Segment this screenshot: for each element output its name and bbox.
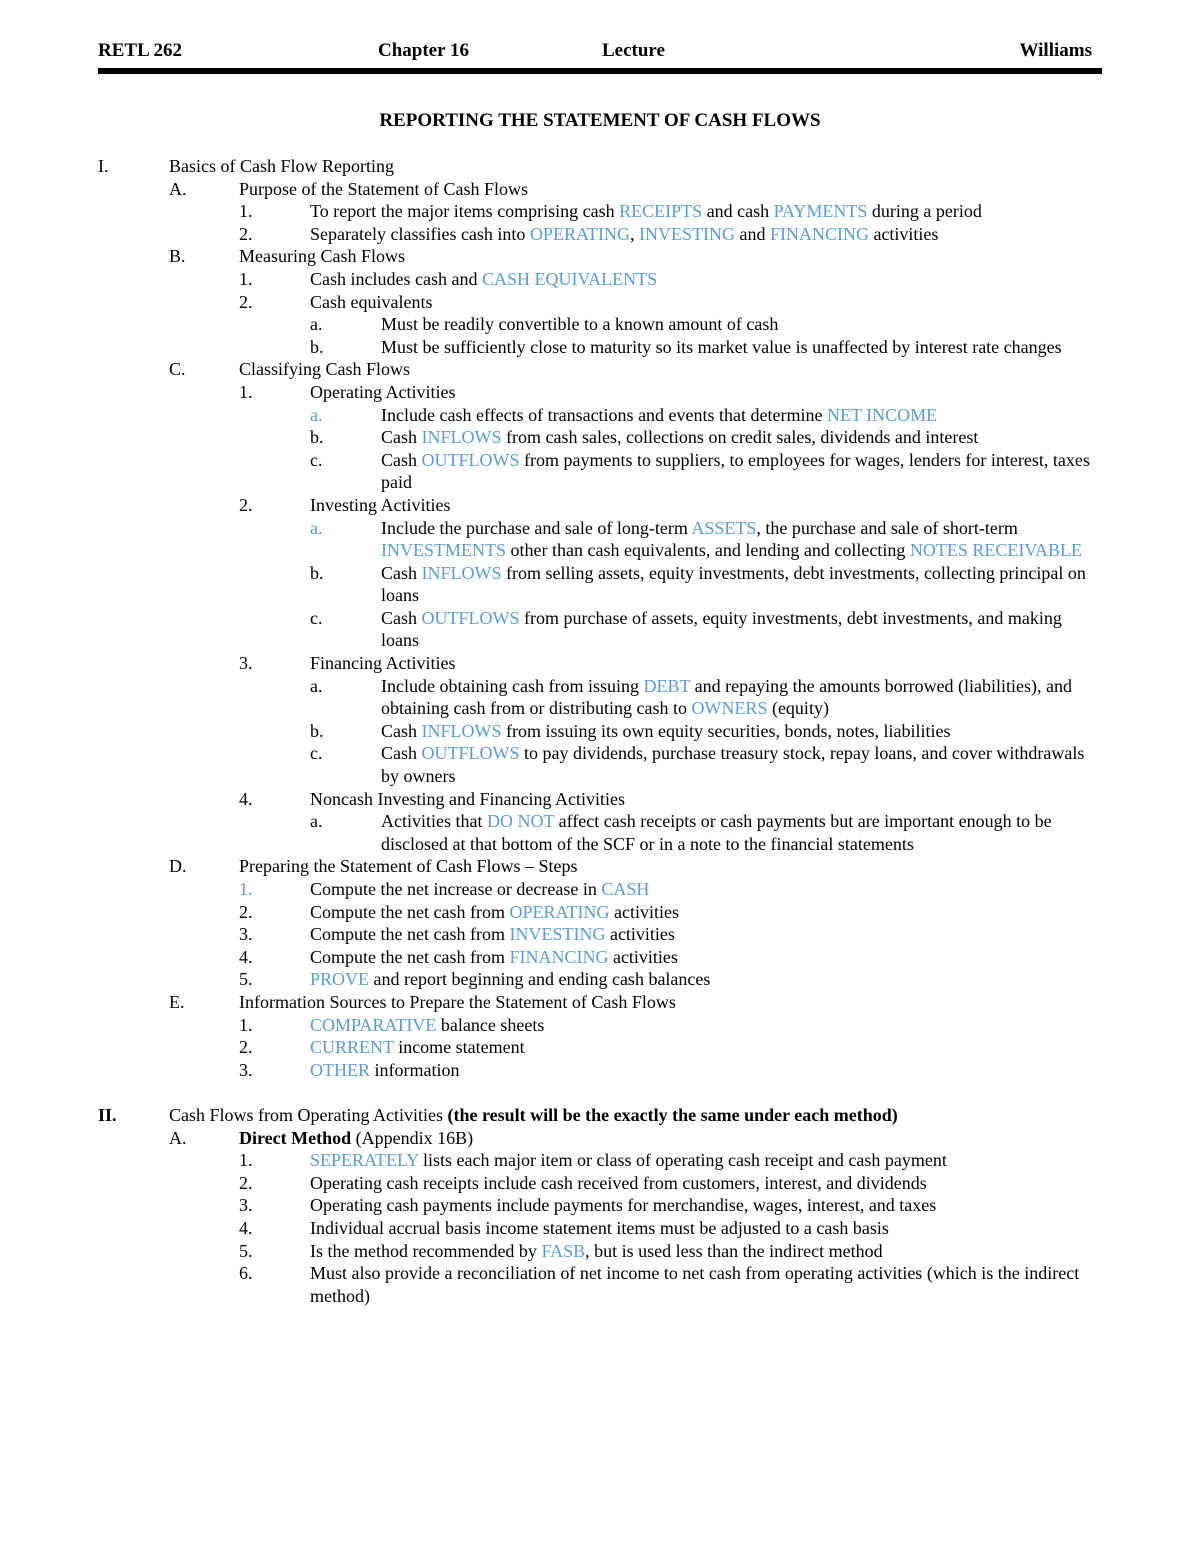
text-run: from issuing its own equity securities, bonds, notes, liabilities [501, 720, 951, 741]
outline-item [0, 1172, 1200, 1195]
text-run: Compute the net cash from [310, 924, 510, 945]
outline-item [0, 923, 1200, 946]
text-run: Cash equivalents [310, 291, 433, 312]
text-run: activities [609, 901, 679, 922]
document-title: REPORTING THE STATEMENT OF CASH FLOWS [379, 110, 821, 131]
outline-text [310, 1262, 1102, 1307]
outline-item [0, 404, 1200, 427]
highlighted-term: CURRENT [310, 1037, 394, 1058]
outline-item [0, 788, 1200, 811]
outline-text [239, 1127, 1101, 1150]
outline-item [0, 991, 1200, 1014]
outline-text [310, 1194, 1102, 1217]
outline-item [0, 1127, 1200, 1150]
highlighted-term: INFLOWS [421, 562, 502, 583]
highlighted-term: OPERATING [509, 901, 610, 922]
outline-item [0, 426, 1200, 449]
text-run: Basics of Cash Flow Reporting [169, 156, 394, 176]
outline-marker: 3. [239, 653, 253, 674]
outline-marker: 1. [239, 1150, 253, 1171]
highlighted-term: CASH [601, 879, 650, 899]
outline-item [0, 946, 1200, 969]
text-run: affect cash receipts or cash payments but are important enough to be disclosed at that bottom of the SCF or in a note to the financial statements [381, 811, 1052, 854]
text-run: , [629, 223, 639, 244]
text-run: from payments to suppliers, to employees for wages, lenders for interest, taxes paid [381, 449, 1090, 493]
outline-item [0, 178, 1200, 201]
outline-marker: 4. [239, 1217, 253, 1238]
outline-marker: a. [310, 314, 323, 335]
highlighted-term: OUTFLOWS [421, 449, 520, 470]
outline-text [310, 381, 1102, 404]
text-run: (Appendix 16B) [351, 1127, 474, 1148]
text-run: Information Sources to Prepare the Statement of Cash Flows [239, 991, 676, 1012]
outline-marker: 3. [239, 1059, 253, 1080]
outline-marker: a. [310, 404, 323, 425]
outline-item [0, 1240, 1200, 1263]
outline-item [0, 358, 1200, 381]
text-run: (equity) [767, 698, 829, 719]
header-rule [98, 68, 1102, 74]
outline-text [381, 336, 1102, 359]
text-run: Must be sufficiently close to maturity so its market value is unaffected by interest rate changes [381, 336, 1062, 357]
highlighted-term: OTHER [310, 1059, 370, 1080]
text-run: Include obtaining cash from issuing [381, 675, 644, 696]
outline-item [0, 1217, 1200, 1240]
text-run: , the purchase and sale of short-term [756, 517, 1018, 538]
outline-item [0, 1036, 1200, 1059]
outline-text [310, 200, 1102, 223]
outline-item [0, 562, 1200, 607]
text-run: from selling assets, equity investments, debt investments, collecting principal on loans [381, 562, 1086, 606]
text-run: Operating Activities [310, 381, 456, 402]
outline-text [310, 1036, 1102, 1059]
outline-marker: I. [98, 156, 109, 176]
text-run: and cash [702, 201, 774, 222]
outline-text [239, 358, 1101, 381]
outline-marker: 2. [239, 291, 253, 312]
outline-text [310, 878, 1102, 901]
outline-marker: c. [310, 607, 323, 628]
outline-text [310, 1059, 1102, 1082]
text-run: Noncash Investing and Financing Activities [310, 788, 625, 809]
text-run: activities [605, 924, 675, 945]
outline-text [310, 652, 1102, 675]
outline-item [0, 810, 1200, 855]
outline-item [0, 381, 1200, 404]
outline-text [381, 426, 1102, 449]
text-run: information [370, 1059, 460, 1080]
outline-text [310, 788, 1102, 811]
text-run: Include the purchase and sale of long-term [381, 517, 692, 538]
outline-marker: 2. [239, 1037, 253, 1058]
highlighted-term: INVESTING [509, 924, 606, 945]
text-run: Cash [381, 562, 422, 583]
outline-text [381, 517, 1102, 562]
text-run: Cash [381, 720, 422, 741]
text-run: To report the major items comprising cash [310, 201, 620, 222]
text-run: during a period [867, 201, 982, 222]
header-course: RETL 262 [98, 40, 182, 61]
text-run: (the result will be the exactly the same under each method) [447, 1104, 898, 1125]
outline-text [239, 991, 1101, 1014]
highlighted-term: DEBT [643, 675, 691, 696]
outline-marker: 1. [239, 201, 253, 222]
text-run: Cash [381, 743, 422, 764]
outline-item [0, 1104, 1200, 1127]
outline-item [0, 200, 1200, 223]
text-run: Purpose of the Statement of Cash Flows [239, 178, 528, 199]
outline-item [0, 494, 1200, 517]
outline-item [0, 1194, 1200, 1217]
outline-marker: B. [169, 246, 186, 267]
outline-item [0, 155, 1200, 178]
highlighted-term: NOTES RECEIVABLE [909, 540, 1083, 561]
text-run: , but is used less than the indirect method [585, 1240, 883, 1261]
outline-text [310, 968, 1102, 991]
highlighted-term: INVESTING [638, 223, 735, 244]
outline-marker: 3. [239, 1195, 253, 1216]
text-run: and report beginning and ending cash balances [369, 969, 711, 990]
outline-text [381, 810, 1102, 855]
text-run: Financing Activities [310, 653, 456, 674]
text-run: to pay dividends, purchase treasury stock, repay loans, and cover withdrawals by owners [381, 743, 1085, 787]
text-run: Classifying Cash Flows [239, 359, 411, 380]
text-run: Individual accrual basis income statement items must be adjusted to a cash basis [310, 1217, 889, 1238]
text-run: Activities that [381, 811, 487, 832]
outline-item [0, 607, 1200, 652]
outline-item [0, 855, 1200, 878]
text-run: Cash [381, 607, 422, 628]
highlighted-term: DO NOT [486, 811, 555, 832]
text-run: Cash [381, 449, 422, 470]
highlighted-term: PAYMENTS [773, 201, 868, 222]
text-run: Must also provide a reconciliation of net income to net cash from operating activities (which is the indirect method) [310, 1263, 1080, 1306]
outline-item [0, 1262, 1200, 1307]
outline-text [310, 1240, 1102, 1263]
outline-marker: c. [310, 743, 323, 764]
highlighted-term: RECEIPTS [619, 201, 703, 222]
text-run: from purchase of assets, equity investments, debt investments, and making loans [381, 607, 1062, 651]
text-run: Include cash effects of transactions and events that determine [381, 404, 827, 425]
outline-text [310, 1172, 1102, 1195]
outline-text [310, 494, 1102, 517]
highlighted-term: FINANCING [769, 223, 869, 244]
outline-marker: A. [169, 178, 187, 199]
header-author: Williams [1019, 40, 1092, 61]
outline-text [381, 742, 1102, 787]
outline-marker: 1. [239, 381, 253, 402]
outline-marker: a. [310, 675, 323, 696]
text-run: Is the method recommended by [310, 1240, 542, 1261]
outline-marker: II. [98, 1104, 117, 1125]
text-run: Operating cash payments include payments for merchandise, wages, interest, and taxes [310, 1195, 937, 1216]
outline-text [381, 313, 1102, 336]
outline-item [0, 291, 1200, 314]
text-run: and repaying the amounts borrowed (liabilities), and obtaining cash from or distributing cash to [381, 675, 1073, 719]
outline-marker: E. [169, 991, 185, 1012]
text-run: lists each major item or class of operating cash receipt and cash payment [418, 1150, 947, 1171]
highlighted-term: FINANCING [509, 946, 609, 967]
outline-item [0, 878, 1200, 901]
text-run: and [734, 223, 770, 244]
outline-item [0, 268, 1200, 291]
outline-item [0, 968, 1200, 991]
highlighted-term: NET INCOME [827, 404, 938, 425]
text-run: Measuring Cash Flows [239, 246, 405, 267]
outline-item [0, 652, 1200, 675]
text-run: Preparing the Statement of Cash Flows – Steps [239, 856, 578, 877]
outline-marker: 4. [239, 788, 253, 809]
text-run: Separately classifies cash into [310, 223, 530, 244]
outline-marker: C. [169, 359, 186, 380]
text-run: activities [608, 946, 678, 967]
lecture-outline [0, 155, 1200, 1307]
outline-marker: 2. [239, 494, 253, 515]
outline-item [0, 1014, 1200, 1037]
header-type: Lecture [602, 40, 665, 61]
outline-marker: 2. [239, 223, 253, 244]
outline-marker: 1. [239, 1014, 253, 1035]
outline-marker: b. [310, 427, 324, 448]
highlighted-term: INFLOWS [421, 720, 502, 741]
text-run: other than cash equivalents, and lending and collecting [506, 540, 910, 561]
highlighted-term: CASH EQUIVALENTS [481, 268, 658, 289]
highlighted-term: PROVE [310, 969, 370, 990]
outline-item [0, 517, 1200, 562]
outline-item [0, 675, 1200, 720]
text-run: Compute the net increase or decrease in [310, 879, 602, 899]
highlighted-term: INVESTMENTS [381, 540, 506, 561]
outline-text [310, 923, 1102, 946]
highlighted-term: OUTFLOWS [421, 607, 520, 628]
outline-text [310, 1217, 1102, 1240]
outline-item [0, 742, 1200, 787]
text-run: Compute the net cash from [310, 946, 510, 967]
outline-item [0, 245, 1200, 268]
outline-text [310, 1014, 1102, 1037]
text-run: balance sheets [436, 1014, 545, 1035]
outline-item [0, 449, 1200, 494]
outline-text [381, 720, 1102, 743]
outline-text [169, 1104, 1099, 1127]
outline-marker: 2. [239, 901, 253, 922]
outline-marker: c. [310, 449, 323, 470]
outline-text [310, 291, 1102, 314]
outline-marker: 5. [239, 969, 253, 990]
text-run: Cash [381, 427, 422, 448]
text-run: income statement [393, 1037, 525, 1058]
text-run: Operating cash receipts include cash received from customers, interest, and dividends [310, 1172, 927, 1193]
outline-text [239, 855, 1101, 878]
page-header [98, 40, 1102, 68]
text-run: Must be readily convertible to a known amount of cash [381, 314, 779, 335]
outline-text [381, 675, 1102, 720]
outline-text [239, 178, 1101, 201]
outline-text [310, 1149, 1102, 1172]
text-run: Investing Activities [310, 494, 451, 515]
outline-marker: 3. [239, 924, 253, 945]
outline-text [381, 562, 1102, 607]
highlighted-term: COMPARATIVE [310, 1014, 437, 1035]
outline-item [0, 1149, 1200, 1172]
outline-text [310, 946, 1102, 969]
highlighted-term: OWNERS [691, 698, 768, 719]
highlighted-term: FASB [541, 1240, 586, 1261]
outline-marker: 2. [239, 1172, 253, 1193]
outline-marker: a. [310, 517, 323, 538]
text-run: activities [868, 223, 939, 244]
outline-marker: b. [310, 720, 324, 741]
outline-marker: a. [310, 811, 323, 832]
outline-marker: b. [310, 336, 324, 357]
text-run: Cash includes cash and [310, 268, 482, 289]
outline-marker: A. [169, 1127, 187, 1148]
outline-marker: 5. [239, 1240, 253, 1261]
outline-text [381, 607, 1102, 652]
outline-marker: D. [169, 856, 187, 877]
highlighted-term: ASSETS [691, 517, 757, 538]
highlighted-term: INFLOWS [421, 427, 502, 448]
outline-marker: 4. [239, 946, 253, 967]
outline-text [310, 223, 1102, 246]
outline-text [381, 449, 1102, 494]
outline-item [0, 313, 1200, 336]
highlighted-term: OUTFLOWS [421, 743, 520, 764]
outline-item [0, 336, 1200, 359]
outline-text [239, 245, 1101, 268]
highlighted-term: OPERATING [529, 223, 630, 244]
text-run: Direct Method [239, 1127, 352, 1148]
outline-item [0, 223, 1200, 246]
text-run: from cash sales, collections on credit sales, dividends and interest [501, 427, 979, 448]
outline-marker: 1. [239, 879, 253, 899]
highlighted-term: SEPERATELY [310, 1150, 419, 1171]
outline-item [0, 901, 1200, 924]
outline-text [381, 404, 1102, 427]
outline-text [169, 155, 1099, 178]
text-run: Compute the net cash from [310, 901, 510, 922]
outline-text [310, 268, 1102, 291]
header-chapter: Chapter 16 [378, 40, 469, 61]
outline-item [0, 720, 1200, 743]
outline-text [310, 901, 1102, 924]
outline-marker: b. [310, 562, 324, 583]
outline-marker: 6. [239, 1263, 253, 1284]
outline-marker: 1. [239, 268, 253, 289]
text-run: Cash Flows from Operating Activities [169, 1104, 448, 1125]
outline-item [0, 1059, 1200, 1082]
